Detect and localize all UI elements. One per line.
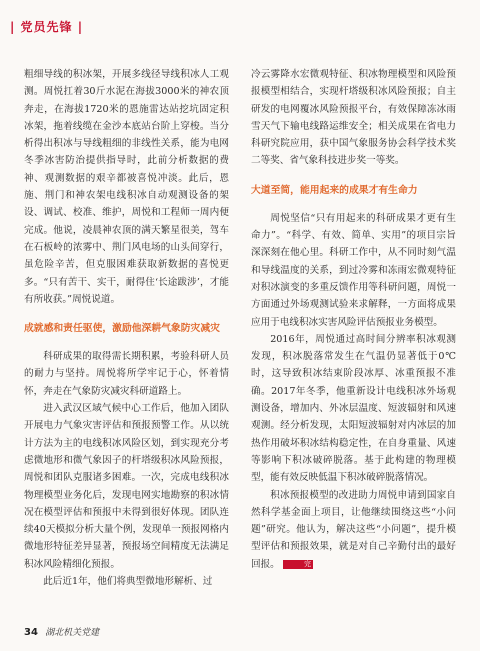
left-para-4: 此后近1年，他们将典型微地形解析、过 [43, 576, 213, 588]
section-heading-2: 大道至简，能用起来的成果才有生命力 [251, 184, 418, 196]
end-mark: 完 [283, 560, 313, 569]
right-para-1: 冷云雾降水宏微观特征、积冰物理模型和风险预报模型相结合，实现杆塔级积冰风险预报；自主研发的电网覆冰风险预报平台，有效保障冻冰雨雪天气下输电线路运维安全；相关成果在省电力科研究院应用，获中国气象服务协会科学技术奖二等奖、省气象科技进步奖一等奖。 [251, 69, 456, 167]
left-para-3: 进入武汉区域气候中心工作后，他加入团队开展电力气象灾害评估和预报预警工作。从以统计方法为主的电线积冰风险区划，到实现充分考虑微地形和微气象因子的杆塔级积冰风险预报，周悦和团队克服诸多困难。一次，完成电线积冰物理模型业务化后，发现电网实地勘察的积冰情况在模型评估和预报中未得到很好体现。团队连续40天模拟分析大量个例，发现单一预报网格内微地形特征差异显著，预报场空间精度无法满足积冰风险精细化预报。 [24, 403, 229, 570]
right-para-4 [251, 487, 456, 573]
left-para-2: 科研成果的取得需长期积累，考验科研人员的耐力与坚持。周悦将所学牢记于心，怀着情怀，奔走在气象防灾减灾科研道路上。 [24, 351, 229, 397]
right-para-3: 2016年，周悦通过高时间分辨率积冰观测发现，积冰脱落常发生在气温仍显著低于0℃时，这导致积冰结束阶段冰厚、冰重预报不准确。2017年冬季，他重新设计电线积冰外场观测设备，增加内、外冰层温度、短波辐射和风速观测。经分析发现，太阳短波辐射对内冰层的加热作用破坏积冰结构稳定性，在自身重量、风速等影响下积冰破碎脱落。基于此构建的物理模型，能有效反映低温下积冰破碎脱落情况。 [251, 333, 456, 484]
right-para-2: 周悦坚信“只有用起来的科研成果才更有生命力”。“科学、有效、简单、实用”的项目宗旨深深刻在他心里。科研工作中，从不同时刻气温和导线温度的关系，到过冷雾和冻雨宏微观特征对积冰演变的多重反馈作用等科研问题，周悦一方面通过外场观测试验来求解释，一方面将成果应用于电线积冰实害风险评估预报业务模型。 [251, 212, 456, 328]
section-heading-1: 成就感和责任驱使，激励他深耕气象防灾减灾 [24, 323, 220, 335]
magazine-name: 湖北机关党建 [45, 628, 100, 638]
section-tag: | 党员先锋 | [10, 20, 84, 34]
left-para-1: 粗细导线的积冰架，开展多线径导线积冰人工观测。周悦扛着30斤水泥在海拔3000米的神农顶奔走，在海拔1720米的恩施雷达站挖坑固定积冰架，拖着线缆在金沙本底站台阶上穿梭。当分析得出积冰与导线粗细的非线性关系，能为电网冬季冰害防治提供指导时，此前分析数据的费神、观测数据的艰辛都被喜悦冲淡。此后，恩施、荆门和神农架电线积冰自动观测设备的架设、调试、校准、维护，周悦和工程师一周内便完成。他说，凌晨神农顶的满天繁星很美，驾车在石板岭的浓雾中、荆门风电场的山头间穿行，虽危险辛苦，但克服困难获取新数据的喜悦更多。“只有苦干、实干，耐得住‘长途跋涉’，才能有所收获。”周悦说道。 [24, 69, 229, 305]
page-number: 34 [24, 627, 38, 638]
right-para-4-text: 积冰预报模型的改进助力周悦申请到国家自然科学基金面上项目，让他继续围绕这些“小问题”研究。他认为，解决这些“小问题”，提升模型评估和预报效果，就是对自己辛勤付出的最好回报。 [251, 489, 456, 570]
right-column [251, 66, 456, 573]
page-footer [24, 625, 99, 638]
left-column [24, 66, 229, 590]
